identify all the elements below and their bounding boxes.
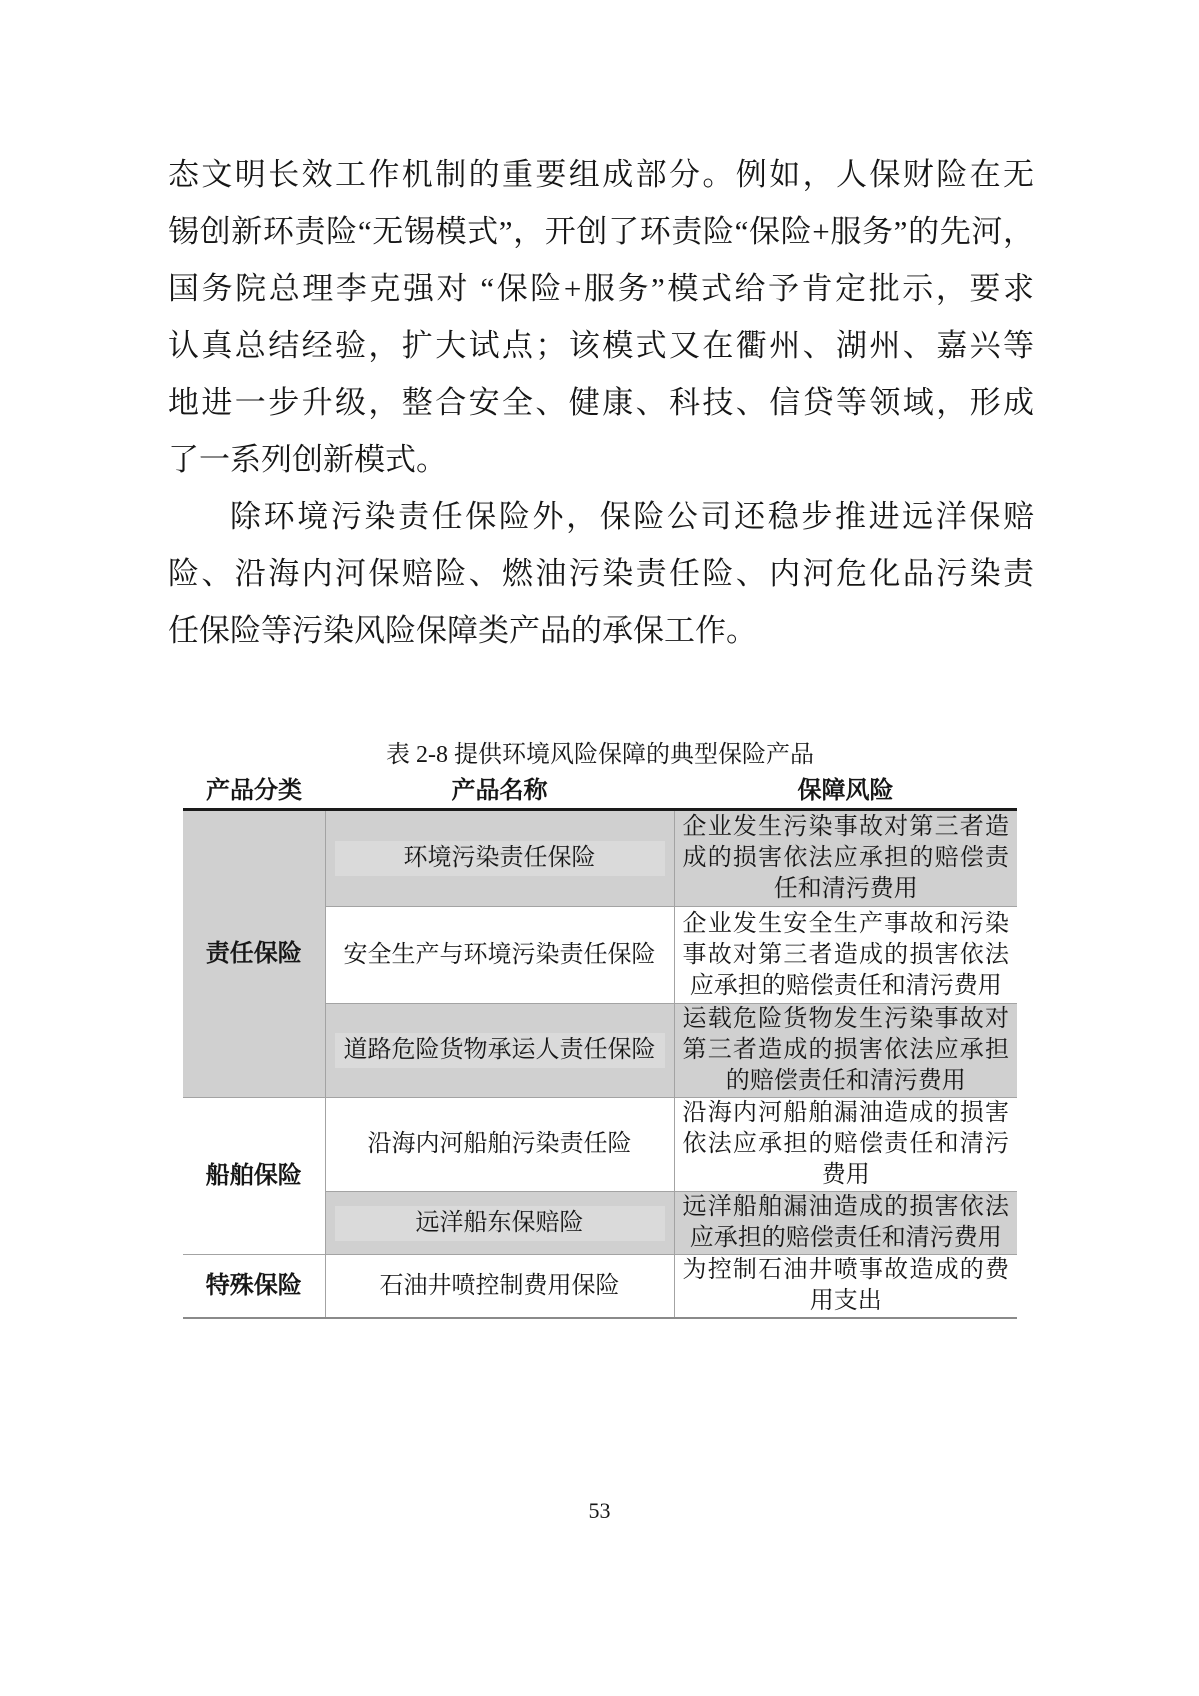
text-line: 国务院总理李克强对 “保险+服务”模式给予肯定批示，要求 (168, 271, 1034, 306)
table-header-row (183, 770, 1017, 810)
text-line: 了一系列创新模式。 (168, 442, 447, 477)
header-cell-product-category: 产品分类 (183, 770, 325, 810)
category-cell-ship: 船舶保险 (183, 1098, 325, 1255)
table-row (183, 1098, 1017, 1192)
category-cell-special: 特殊保险 (183, 1255, 325, 1319)
product-name-cell (325, 1004, 674, 1098)
product-name-cell (325, 1255, 674, 1319)
text-line: 地进一步升级，整合安全、健康、科技、信贷等领域，形成 (168, 385, 1034, 420)
text-line: 认真总结经验，扩大试点；该模式又在衢州、湖州、嘉兴等 (168, 328, 1034, 363)
risk-cell: 远洋船舶漏油造成的损害依法应承担的赔偿责任和清污费用 (674, 1192, 1017, 1255)
text-line: 除环境污染责任保险外，保险公司还稳步推进远洋保赔 (230, 499, 1034, 534)
product-name-text: 沿海内河船舶污染责任险 (367, 1131, 632, 1157)
product-name-text: 远洋船东保赔险 (335, 1206, 665, 1241)
product-name-text: 安全生产与环境污染责任保险 (343, 941, 656, 968)
table-row (183, 810, 1017, 907)
product-name-text: 环境污染责任保险 (335, 841, 665, 876)
table-caption: 表 2-8 提供环境风险保障的典型保险产品 (386, 742, 814, 768)
text-line: 锡创新环责险“无锡模式”，开创了环责险“保险+服务”的先河， (168, 214, 1034, 249)
risk-cell: 企业发生污染事故对第三者造成的损害依法应承担的赔偿责任和清污费用 (674, 810, 1017, 907)
product-name-cell (325, 907, 674, 1004)
body-text (168, 146, 1034, 659)
table-row (183, 1255, 1017, 1319)
product-name-text: 石油井喷控制费用保险 (379, 1272, 620, 1299)
header-cell-product-name: 产品名称 (325, 770, 674, 810)
insurance-products-table (183, 770, 1017, 1319)
risk-cell: 运载危险货物发生污染事故对第三者造成的损害依法应承担的赔偿责任和清污费用 (674, 1004, 1017, 1098)
risk-cell: 沿海内河船舶漏油造成的损害依法应承担的赔偿责任和清污费用 (674, 1098, 1017, 1192)
text-line: 态文明长效工作机制的重要组成部分。例如，人保财险在无 (168, 157, 1034, 192)
risk-cell: 为控制石油井喷事故造成的费用支出 (674, 1255, 1017, 1319)
page-number: 53 (588, 1498, 611, 1523)
product-name-cell (325, 1098, 674, 1192)
text-line: 险、沿海内河保赔险、燃油污染责任险、内河危化品污染责 (168, 556, 1034, 591)
product-name-cell (325, 1192, 674, 1255)
text-line: 任保险等污染风险保障类产品的承保工作。 (168, 613, 757, 648)
header-cell-covered-risk: 保障风险 (674, 770, 1017, 810)
product-name-text: 道路危险货物承运人责任保险 (335, 1033, 665, 1068)
risk-cell: 企业发生安全生产事故和污染事故对第三者造成的损害依法应承担的赔偿责任和清污费用 (674, 907, 1017, 1004)
category-cell-liability: 责任保险 (183, 810, 325, 1098)
product-name-cell (325, 810, 674, 907)
